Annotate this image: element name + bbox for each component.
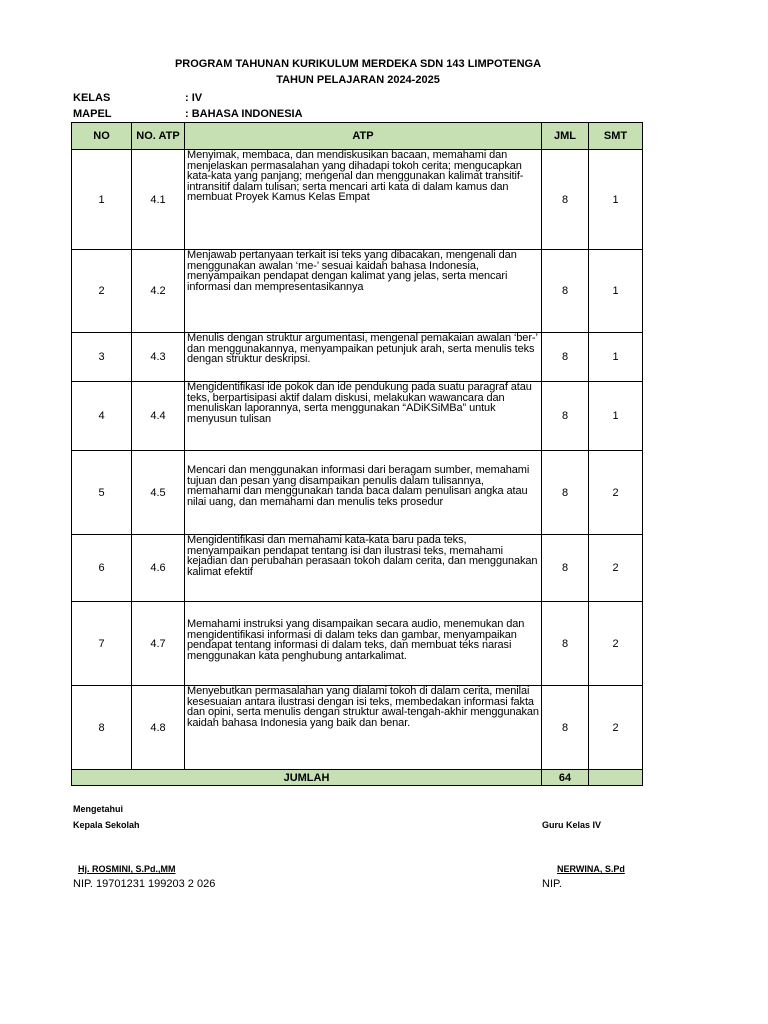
kelas-value: : IV [185, 92, 203, 104]
row-no: 8 [72, 686, 132, 770]
table-row [72, 382, 643, 451]
document-subtitle: TAHUN PELAJARAN 2024-2025 [276, 74, 440, 86]
table-row [72, 451, 643, 535]
header-jml: JML [542, 123, 589, 150]
row-smt: 2 [589, 686, 643, 770]
row-atp-desc: Menyebutkan permasalahan yang dialami tokoh di dalam cerita, menilai kesesuaian antara ilustrasi dengan isi teks, membedakan informasi fakta dan opini, serta menulis dengan struktur awal-tengah-akhir menggunakan kaidah bahasa Indonesia yang baik dan benar. [185, 686, 542, 770]
row-smt: 2 [589, 451, 643, 535]
table-row [72, 535, 643, 602]
row-jml: 8 [542, 535, 589, 602]
row-atp-desc: Menyimak, membaca, dan mendiskusikan bacaan, memahami dan menjelaskan permasalahan yang dihadapi tokoh cerita; mengucapkan kata-kata yang panjang; mengenal dan menggunakan kalimat transitif-intransitif dalam tulisan; serta mencari arti kata di dalam kamus dan membuat Proyek Kamus Kelas Empat [185, 150, 542, 250]
table-row [72, 250, 643, 333]
guru-kelas-title: Guru Kelas IV [542, 820, 602, 830]
guru-kelas-nip: NIP. [542, 878, 562, 890]
row-atp-desc: Mengidentifikasi ide pokok dan ide pendukung pada suatu paragraf atau teks, berpartisipasi aktif dalam diskusi, melakukan wawancara dan menuliskan laporannya, serta menggunakan “ADiKSiMBa” untuk menyusun tulisan [185, 382, 542, 451]
row-jml: 8 [542, 333, 589, 382]
row-no: 2 [72, 250, 132, 333]
row-jml: 8 [542, 150, 589, 250]
row-atp-no: 4.3 [132, 333, 185, 382]
total-label: JUMLAH [72, 770, 542, 786]
header-smt: SMT [589, 123, 643, 150]
table-row [72, 686, 643, 770]
kelas-label: KELAS [73, 92, 111, 104]
row-atp-no: 4.6 [132, 535, 185, 602]
total-value: 64 [542, 770, 589, 786]
row-no: 1 [72, 150, 132, 250]
atp-table [71, 122, 643, 786]
row-jml: 8 [542, 250, 589, 333]
table-row [72, 333, 643, 382]
row-atp-no: 4.2 [132, 250, 185, 333]
row-atp-desc: Memahami instruksi yang disampaikan secara audio, menemukan dan mengidentifikasi informasi di dalam teks dan gambar, menyampaikan pendapat tentang informasi di dalam teks, dan membuat teks narasi menggunakan kata penghubung antarkalimat. [185, 602, 542, 686]
row-jml: 8 [542, 382, 589, 451]
row-smt: 2 [589, 602, 643, 686]
total-smt-empty [589, 770, 643, 786]
row-smt: 1 [589, 333, 643, 382]
row-atp-no: 4.5 [132, 451, 185, 535]
row-atp-desc: Menjawab pertanyaan terkait isi teks yang dibacakan, mengenali dan menggunakan awalan ‘me-’ sesuai kaidah bahasa Indonesia, menyampaikan pendapat dengan kalimat yang jelas, serta mencari informasi dan mempresentasikannya [185, 250, 542, 333]
header-atp: ATP [185, 123, 542, 150]
row-atp-desc: Menulis dengan struktur argumentasi, mengenal pemakaian awalan ‘ber-’ dan menggunakannya, menyampaikan petunjuk arah, serta menulis teks dengan struktur deskripsi. [185, 333, 542, 382]
table-header-row [72, 123, 643, 150]
header-no: NO [72, 123, 132, 150]
row-no: 4 [72, 382, 132, 451]
table-row [72, 602, 643, 686]
row-smt: 2 [589, 535, 643, 602]
kepala-sekolah-title: Kepala Sekolah [73, 820, 140, 830]
row-no: 6 [72, 535, 132, 602]
row-atp-desc: Mengidentifikasi dan memahami kata-kata baru pada teks, menyampaikan pendapat tentang isi dan ilustrasi teks, memahami kejadian dan perubahan perasaan tokoh dalam cerita, dan menggunakan kalimat efektif [185, 535, 542, 602]
row-atp-no: 4.4 [132, 382, 185, 451]
header-no-atp: NO. ATP [132, 123, 185, 150]
row-no: 5 [72, 451, 132, 535]
guru-kelas-name: NERWINA, S.Pd [557, 864, 625, 874]
row-smt: 1 [589, 250, 643, 333]
mapel-value: : BAHASA INDONESIA [185, 108, 303, 120]
table-row [72, 150, 643, 250]
row-jml: 8 [542, 686, 589, 770]
row-smt: 1 [589, 382, 643, 451]
row-atp-no: 4.8 [132, 686, 185, 770]
row-atp-no: 4.7 [132, 602, 185, 686]
row-no: 7 [72, 602, 132, 686]
mengetahui-label: Mengetahui [73, 804, 124, 814]
kepala-sekolah-name: Hj. ROSMINI, S.Pd.,MM [78, 864, 176, 874]
row-atp-no: 4.1 [132, 150, 185, 250]
row-smt: 1 [589, 150, 643, 250]
document-title: PROGRAM TAHUNAN KURIKULUM MERDEKA SDN 143 LIMPOTENGA [174, 58, 542, 70]
mapel-label: MAPEL [73, 108, 112, 120]
total-row [72, 770, 643, 786]
row-jml: 8 [542, 602, 589, 686]
row-no: 3 [72, 333, 132, 382]
row-jml: 8 [542, 451, 589, 535]
row-atp-desc: Mencari dan menggunakan informasi dari beragam sumber, memahami tujuan dan pesan yang disampaikan penulis dalam tulisannya, memahami dan menggunakan tanda baca dalam penulisan angka atau nilai uang, dan memahami dan menulis teks prosedur [185, 451, 542, 535]
kepala-sekolah-nip: NIP. 19701231 199203 2 026 [73, 878, 216, 890]
